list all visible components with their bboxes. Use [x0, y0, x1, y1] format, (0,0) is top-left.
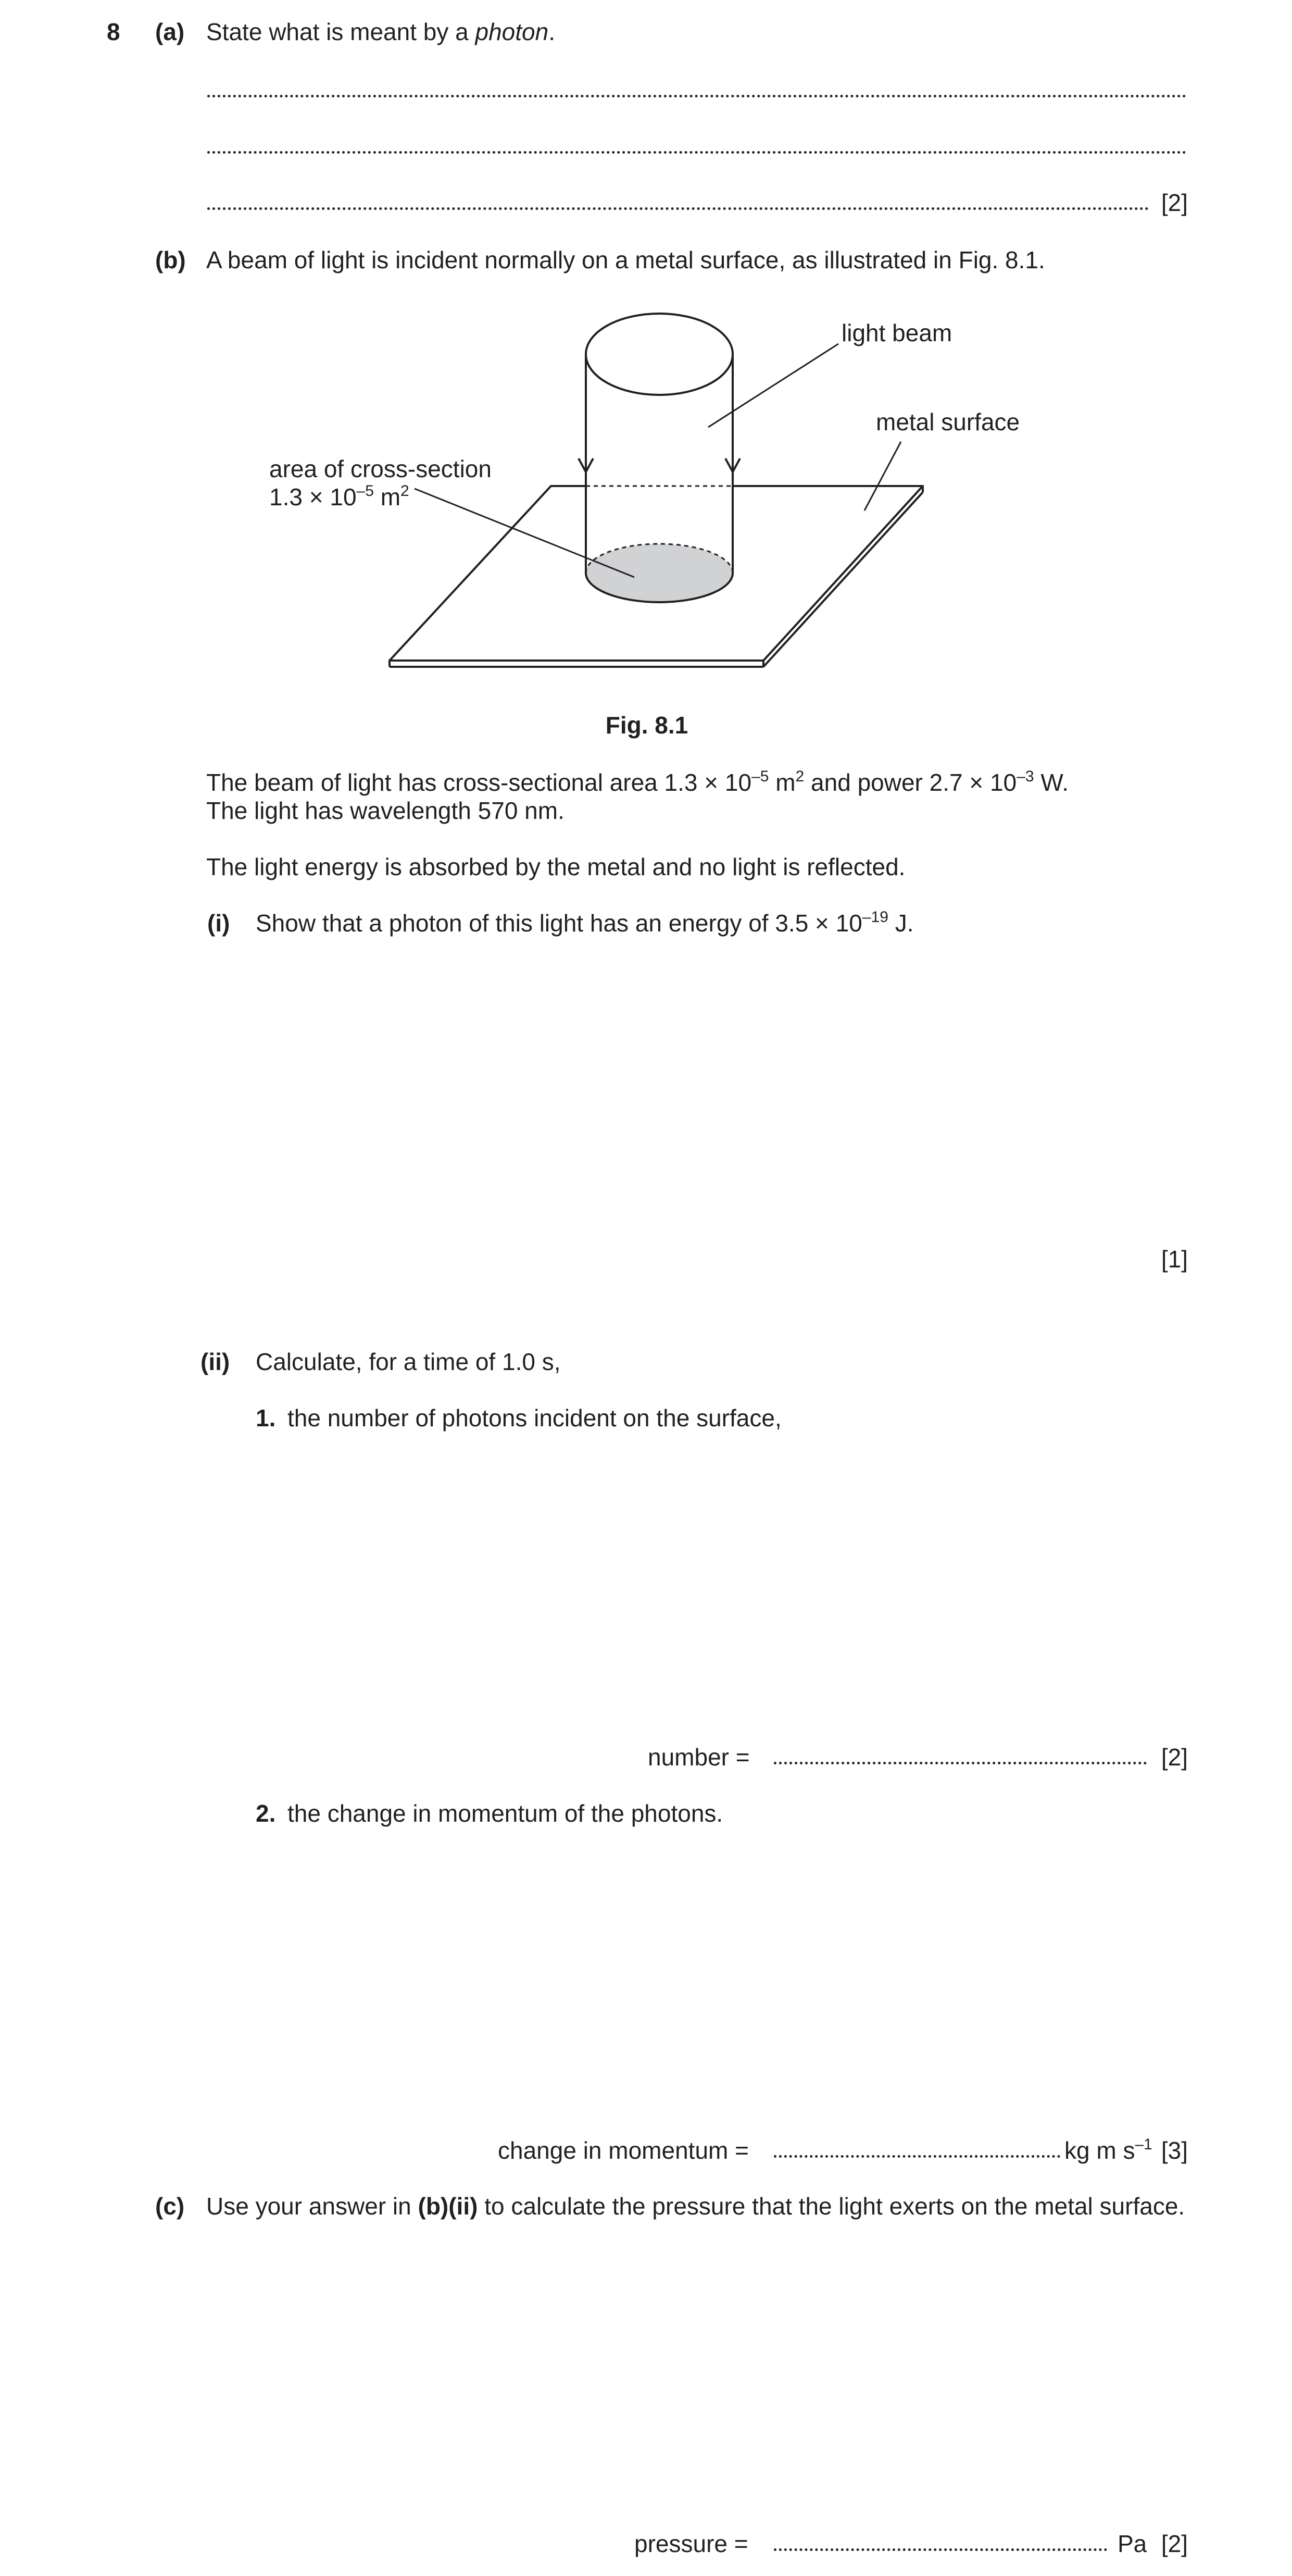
figure-caption: Fig. 8.1	[605, 712, 688, 739]
pressure-answer-line[interactable]	[774, 2548, 1107, 2551]
momentum-unit-exp: –1	[1135, 2136, 1152, 2153]
info-line-2: The light has wavelength 570 nm.	[206, 797, 565, 824]
info-line-1	[206, 770, 1069, 794]
mark-a: [2]	[1161, 189, 1188, 216]
mark-b-ii-1: [2]	[1161, 1744, 1188, 1771]
mark-b-ii-2: [3]	[1161, 2137, 1188, 2164]
area-value-exp: –5	[356, 482, 374, 500]
number-answer-line[interactable]	[774, 1762, 1147, 1764]
figure-8-1	[0, 0, 1292, 740]
momentum-unit-main: kg m s	[1064, 2137, 1135, 2164]
info1-exp1: –5	[751, 768, 769, 785]
info1-part4: W.	[1034, 769, 1069, 796]
info1-exp3: –3	[1017, 768, 1034, 785]
figure-label-area: area of cross-section	[269, 455, 492, 482]
pressure-unit: Pa	[1118, 2530, 1147, 2557]
info-line-3: The light energy is absorbed by the metal and no light is reflected.	[206, 853, 906, 880]
info1-exp2: 2	[795, 768, 805, 785]
area-value-unit: m	[373, 483, 401, 511]
part-b-ii-label: (ii)	[200, 1348, 230, 1375]
figure-label-light-beam: light beam	[842, 319, 952, 346]
part-b-ii-2-text: the change in momentum of the photons.	[287, 1800, 723, 1827]
part-c-label: (c)	[155, 2193, 185, 2220]
area-value-mantissa: 1.3 × 10	[269, 483, 357, 511]
area-value-unit-exp: 2	[400, 482, 409, 500]
part-b-intro: A beam of light is incident normally on a metal surface, as illustrated in Fig. 8.1.	[206, 246, 1045, 273]
momentum-unit	[1064, 2138, 1152, 2162]
figure-label-area-value	[269, 482, 409, 511]
part-c-text-p1: Use your answer in	[206, 2193, 418, 2220]
part-c-text-p2: to calculate the pressure that the light exerts on the metal surface.	[478, 2193, 1185, 2220]
mark-b-i: [1]	[1161, 1246, 1188, 1273]
number-answer-label: number =	[648, 1744, 750, 1771]
info1-part1: The beam of light has cross-sectional area 1.3 × 10	[206, 769, 752, 796]
info1-part3: and power 2.7 × 10	[804, 769, 1017, 796]
part-b-ii-1-text: the number of photons incident on the surface,	[287, 1404, 782, 1432]
part-a-text-after: .	[548, 18, 555, 45]
momentum-answer-label: change in momentum =	[498, 2137, 749, 2164]
part-b-i-text	[256, 911, 914, 935]
part-c-text-bold: (b)(ii)	[418, 2193, 478, 2220]
part-b-ii-2-label: 2.	[256, 1800, 276, 1827]
figure-label-metal-surface: metal surface	[876, 408, 1020, 435]
part-c-text	[206, 2194, 1185, 2218]
part-b-i-text-p2: J.	[888, 910, 914, 937]
part-b-ii-text: Calculate, for a time of 1.0 s,	[256, 1348, 561, 1375]
part-a-label: (a)	[155, 18, 185, 45]
info1-part2: m	[769, 769, 796, 796]
question-number: 8	[107, 18, 120, 45]
momentum-answer-line[interactable]	[774, 2155, 1060, 2158]
part-b-i-label: (i)	[207, 910, 230, 937]
part-b-i-text-p1: Show that a photon of this light has an energy of 3.5 × 10	[256, 910, 862, 937]
beam-top-ellipse	[586, 314, 733, 395]
part-a-text-italic: photon	[475, 18, 549, 45]
part-b-ii-1-label: 1.	[256, 1404, 276, 1432]
mark-c: [2]	[1161, 2530, 1188, 2557]
pressure-answer-label: pressure =	[634, 2530, 748, 2557]
part-b-i-exp: –19	[862, 909, 888, 926]
part-b-label: (b)	[155, 246, 186, 273]
part-a-text-before: State what is meant by a	[206, 18, 475, 45]
